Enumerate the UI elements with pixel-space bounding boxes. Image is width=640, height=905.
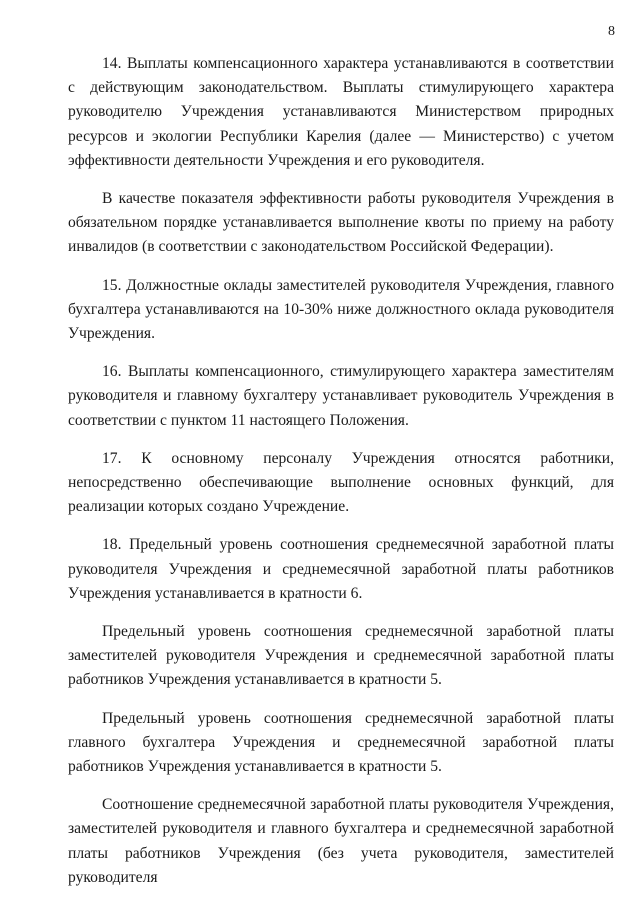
paragraph-accountant-ratio: Предельный уровень соотношения среднемесячной заработной платы главного бухгалтера Учреждения и среднемесячной заработной платы работников Учреждения устанавливается в кратности 5. [68,709,614,776]
paragraph-ratio-summary: Соотношение среднемесячной заработной платы руководителя Учреждения, заместителей руководителя и главного бухгалтера и среднемесячной заработной платы работников Учреждения (без учета руководителя, заместителей руководителя [68,796,614,886]
page-number: 8 [608,24,615,39]
paragraph-14: 14. Выплаты компенсационного характера устанавливаются в соответствии с действующим законодательством. Выплаты стимулирующего характера руководителю Учреждения устанавливаются Министерством природных ресурсов и экологии Республики Карелия (далее — Министерство) с учетом эффективности деятельности Учреждения и его руководителя. [68,55,614,169]
paragraph-17: 17. К основному персоналу Учреждения относятся работники, непосредственно обеспечивающие выполнение основных функций, для реализации которых создано Учреждение. [68,449,614,516]
paragraph-16: 16. Выплаты компенсационного, стимулирующего характера заместителям руководителя и главному бухгалтеру устанавливает руководитель Учреждения в соответствии с пунктом 11 настоящего Положения. [68,363,614,429]
paragraph-deputies-ratio: Предельный уровень соотношения среднемесячной заработной платы заместителей руководителя Учреждения и среднемесячной заработной платы работников Учреждения устанавливается в кратности 5. [68,623,614,689]
document-body [68,52,614,900]
paragraph-15: 15. Должностные оклады заместителей руководителя Учреждения, главного бухгалтера устанавливаются на 10-30% ниже должностного оклада руководителя Учреждения. [68,276,614,343]
paragraph-18: 18. Предельный уровень соотношения среднемесячной заработной платы руководителя Учреждения и среднемесячной заработной платы работников Учреждения устанавливается в кратности 6. [68,536,614,602]
paragraph-efficiency-indicator: В качестве показателя эффективности работы руководителя Учреждения в обязательном порядке устанавливается выполнение квоты по приему на работу инвалидов (в соответствии с законодательством Российской Федерации). [68,190,614,256]
